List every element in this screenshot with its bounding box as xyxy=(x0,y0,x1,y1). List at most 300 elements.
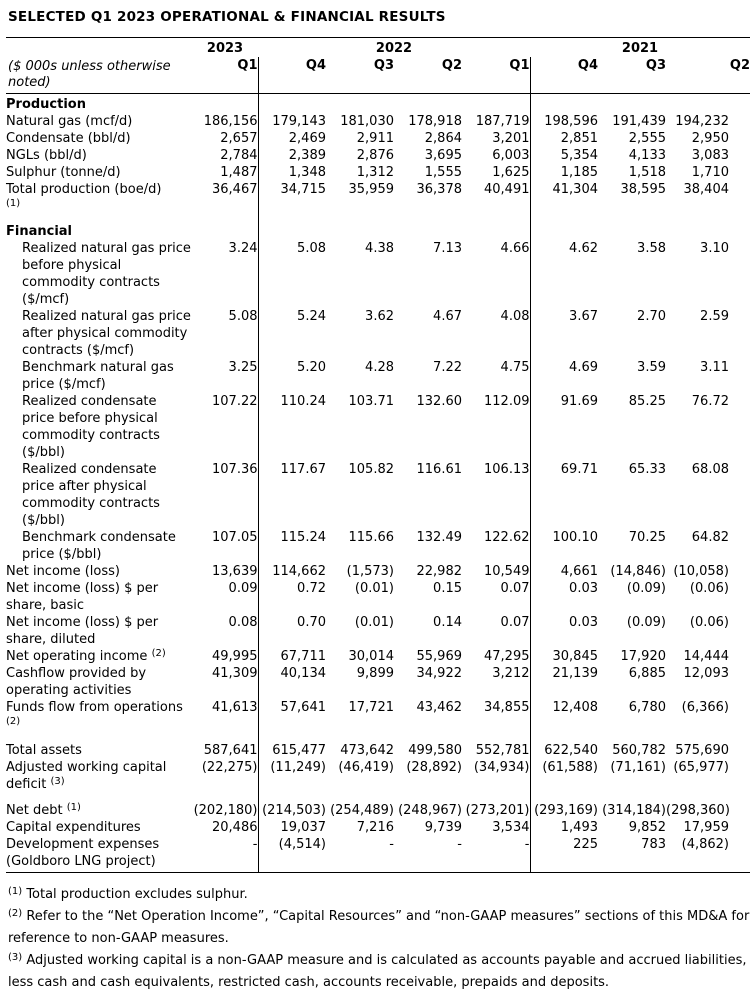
cell-value: (0.09) xyxy=(626,581,666,596)
spacer-cell xyxy=(462,793,530,802)
cell-value: (273,201) xyxy=(462,802,530,819)
table-row xyxy=(6,802,750,819)
spacer-cell xyxy=(666,733,750,742)
year-header-2023: 2023 xyxy=(192,38,258,57)
spacer-cell xyxy=(258,733,326,742)
cell-value xyxy=(462,94,530,114)
row-label xyxy=(6,240,192,308)
cell-value: 622,540 xyxy=(544,743,598,758)
row-label xyxy=(6,614,192,648)
cell-value: 4.75 xyxy=(462,359,530,393)
row-label xyxy=(6,802,192,819)
cell-value: 7.22 xyxy=(433,360,462,375)
spacer-cell xyxy=(530,733,598,742)
footnote-marker: (1) xyxy=(66,802,81,813)
spacer-cell xyxy=(258,793,326,802)
cell-value: 552,781 xyxy=(462,742,530,759)
cell-value: (4,862) xyxy=(666,836,750,873)
table-row xyxy=(6,648,750,665)
cell-value: 2,911 xyxy=(356,131,394,146)
cell-value: 91.69 xyxy=(560,394,598,409)
table-row xyxy=(6,699,750,733)
cell-value: 20,486 xyxy=(192,819,258,836)
table-row xyxy=(6,359,750,393)
cell-value: (248,967) xyxy=(398,803,462,818)
cell-value: 0.03 xyxy=(569,615,598,630)
cell-value: (71,161) xyxy=(610,760,666,775)
row-label-text: Net income (loss) $ per share, diluted xyxy=(6,615,159,647)
cell-value: 3.11 xyxy=(700,360,729,375)
cell-value: (0.06) xyxy=(689,581,729,596)
cell-value: (202,180) xyxy=(193,803,258,818)
quarter-header-q2-2022: Q2 xyxy=(394,57,462,94)
page-title: SELECTED Q1 2023 OPERATIONAL & FINANCIAL RESULTS xyxy=(8,9,446,25)
cell-value: (46,419) xyxy=(338,760,394,775)
spacer-cell xyxy=(598,733,666,742)
quarter-header-q2-2021: Q2 xyxy=(666,57,750,94)
cell-value: 181,030 xyxy=(340,114,394,129)
cell-value: 186,156 xyxy=(192,113,258,130)
cell-value: 0.03 xyxy=(569,581,598,596)
cell-value: 1,518 xyxy=(628,165,666,180)
cell-value: (6,366) xyxy=(681,700,729,715)
row-label-text: Funds flow from operations xyxy=(6,700,183,715)
cell-value: 117.67 xyxy=(280,462,326,477)
cell-value: 225 xyxy=(530,836,598,873)
footnote-1 xyxy=(8,884,750,906)
cell-value: 34,855 xyxy=(462,699,530,733)
cell-value: 1,185 xyxy=(560,165,598,180)
cell-value: (298,360) xyxy=(666,803,730,818)
cell-value: 615,477 xyxy=(272,743,326,758)
row-label xyxy=(6,130,192,147)
cell-value: 7.13 xyxy=(433,241,462,256)
year-header-2021: 2021 xyxy=(530,38,750,57)
section-label xyxy=(6,94,192,114)
cell-value: 3,083 xyxy=(691,148,729,163)
cell-value: 3.62 xyxy=(365,309,394,324)
cell-value: 10,549 xyxy=(462,563,530,580)
cell-value: 2,389 xyxy=(288,148,326,163)
cell-value: 103.71 xyxy=(348,394,394,409)
cell-value: 6,003 xyxy=(462,147,530,164)
spacer-cell xyxy=(394,793,462,802)
cell-value: 132.60 xyxy=(416,394,462,409)
table-row xyxy=(6,742,750,759)
cell-value: 21,139 xyxy=(552,666,598,681)
cell-value: 5.08 xyxy=(192,308,258,359)
row-label-text: Net operating income xyxy=(6,649,148,664)
cell-value xyxy=(462,215,530,240)
row-label xyxy=(6,665,192,699)
cell-value: (4,514) xyxy=(258,836,326,873)
cell-value: 3.10 xyxy=(700,241,729,256)
cell-value: 1,312 xyxy=(356,165,394,180)
cell-value xyxy=(598,94,666,114)
row-label xyxy=(6,580,192,614)
cell-value: 9,852 xyxy=(628,820,666,835)
row-label xyxy=(6,393,192,461)
table-row xyxy=(6,147,750,164)
row-label-text: Benchmark natural gas price ($/mcf) xyxy=(22,360,174,392)
cell-value: (254,489) xyxy=(330,803,394,818)
table-row xyxy=(6,393,750,461)
quarter-header-q3-2022: Q3 xyxy=(326,57,394,94)
cell-value xyxy=(394,94,462,114)
cell-value: 9,899 xyxy=(356,666,394,681)
footnote-marker: (1) xyxy=(6,198,21,209)
cell-value: 5.08 xyxy=(297,241,326,256)
footnote-3-marker: (3) xyxy=(8,952,23,963)
cell-value: 3,201 xyxy=(462,130,530,147)
cell-value: 3.24 xyxy=(192,240,258,308)
cell-value: 2,876 xyxy=(356,148,394,163)
cell-value: 0.15 xyxy=(433,581,462,596)
cell-value: 68.08 xyxy=(691,462,729,477)
spacer-cell xyxy=(6,733,192,742)
cell-value: (65,977) xyxy=(673,760,729,775)
cell-value: 4.62 xyxy=(569,241,598,256)
cell-value: 191,439 xyxy=(612,114,666,129)
cell-value: 49,995 xyxy=(192,648,258,665)
cell-value: 105.82 xyxy=(348,462,394,477)
quarter-header-row xyxy=(6,57,750,94)
cell-value xyxy=(326,215,394,240)
cell-value: 116.61 xyxy=(416,462,462,477)
cell-value: 499,580 xyxy=(408,743,462,758)
cell-value: 3.58 xyxy=(637,241,666,256)
year-header-row xyxy=(6,38,750,57)
cell-value: 575,690 xyxy=(675,743,729,758)
table-row xyxy=(6,529,750,563)
row-label-text: Cashflow provided by operating activities xyxy=(6,666,147,698)
cell-value: 0.08 xyxy=(192,614,258,648)
cell-value: 43,462 xyxy=(416,700,462,715)
row-label-text: Realized condensate price before physical commodity contracts ($/bbl) xyxy=(22,394,160,460)
cell-value: 41,304 xyxy=(552,182,598,197)
cell-value: 0.07 xyxy=(462,580,530,614)
spacer-cell xyxy=(192,733,258,742)
spacer-cell xyxy=(598,793,666,802)
footnote-marker: (2) xyxy=(6,716,21,727)
cell-value: 12,093 xyxy=(683,666,729,681)
row-label-text: Realized natural gas price before physical commodity contracts ($/mcf) xyxy=(22,241,191,307)
cell-value: 3,534 xyxy=(462,819,530,836)
row-label xyxy=(6,563,192,580)
cell-value: 473,642 xyxy=(340,743,394,758)
cell-value: 2,657 xyxy=(192,130,258,147)
cell-value: 57,641 xyxy=(280,700,326,715)
cell-value: 19,037 xyxy=(280,820,326,835)
cell-value: 3.25 xyxy=(192,359,258,393)
cell-value: 5.20 xyxy=(297,360,326,375)
row-label xyxy=(6,181,192,215)
row-label xyxy=(6,113,192,130)
cell-value: 107.36 xyxy=(192,461,258,529)
table-row xyxy=(6,240,750,308)
cell-value xyxy=(666,215,750,240)
cell-value: (0.09) xyxy=(626,615,666,630)
unit-note: ($ 000s unless otherwise noted) xyxy=(6,57,192,94)
table-row xyxy=(6,164,750,181)
quarter-header-q1-2023: Q1 xyxy=(192,57,258,94)
cell-value xyxy=(666,94,750,114)
cell-value: 36,378 xyxy=(416,182,462,197)
cell-value: 132.49 xyxy=(416,530,462,545)
cell-value: 2,851 xyxy=(560,131,598,146)
cell-value xyxy=(258,94,326,114)
cell-value: (11,249) xyxy=(270,760,326,775)
cell-value: 30,845 xyxy=(552,649,598,664)
footnote-2 xyxy=(8,906,750,950)
cell-value: 64.82 xyxy=(691,530,729,545)
row-label-text: Realized natural gas price after physical commodity contracts ($/mcf) xyxy=(22,309,191,358)
cell-value: 4.38 xyxy=(365,241,394,256)
cell-value: 6,780 xyxy=(628,700,666,715)
cell-value: 67,711 xyxy=(280,649,326,664)
cell-value: 115.24 xyxy=(280,530,326,545)
cell-value: 2,555 xyxy=(628,131,666,146)
cell-value: 17,920 xyxy=(620,649,666,664)
cell-value: 4.67 xyxy=(433,309,462,324)
section-row xyxy=(6,215,750,240)
cell-value: (0.06) xyxy=(689,615,729,630)
section-label xyxy=(6,215,192,240)
cell-value: 41,309 xyxy=(192,665,258,699)
row-label-text: Net income (loss) xyxy=(6,564,120,579)
cell-value: 115.66 xyxy=(348,530,394,545)
cell-value: 3,695 xyxy=(424,148,462,163)
row-label-text: Production xyxy=(6,97,86,112)
cell-value: 0.72 xyxy=(297,581,326,596)
row-label-text: Total production (boe/d) xyxy=(6,182,162,197)
footnote-2-text: Refer to the “Net Operation Income”, “Capital Resources” and “non-GAAP measures” sections of this MD&A for reference to non-GAAP measures. xyxy=(8,909,750,946)
table-row xyxy=(6,113,750,130)
footnote-3 xyxy=(8,950,750,994)
cell-value: 2.59 xyxy=(700,309,729,324)
cell-value: 1,348 xyxy=(288,165,326,180)
cell-value: 106.13 xyxy=(462,461,530,529)
cell-value: 0.70 xyxy=(297,615,326,630)
footnotes xyxy=(6,884,750,994)
quarter-header-q4-2022: Q4 xyxy=(258,57,326,94)
row-label-text: Development expenses (Goldboro LNG project) xyxy=(6,837,160,869)
table-row xyxy=(6,563,750,580)
row-label xyxy=(6,529,192,563)
table-row xyxy=(6,665,750,699)
cell-value: 22,982 xyxy=(416,564,462,579)
table-row xyxy=(6,836,750,873)
cell-value: (22,275) xyxy=(192,759,258,793)
row-label-text: Financial xyxy=(6,224,73,239)
row-label xyxy=(6,836,192,873)
cell-value xyxy=(192,215,258,240)
spacer-cell xyxy=(6,793,192,802)
row-label xyxy=(6,147,192,164)
cell-value: 587,641 xyxy=(192,742,258,759)
cell-value: (28,892) xyxy=(406,760,462,775)
cell-value xyxy=(192,94,258,114)
cell-value: 2,950 xyxy=(691,131,729,146)
table-row xyxy=(6,130,750,147)
cell-value: 107.22 xyxy=(192,393,258,461)
cell-value: - xyxy=(326,836,394,873)
cell-value: 41,613 xyxy=(192,699,258,733)
cell-value: 187,719 xyxy=(462,113,530,130)
cell-value: - xyxy=(394,836,462,873)
footnote-3-text: Adjusted working capital is a non-GAAP measure and is calculated as accounts payable and accrued liabilities, less cash and cash equivalents, restricted cash, accounts receivable, prepaids and deposits. xyxy=(8,953,747,990)
row-label-text: Condensate (bbl/d) xyxy=(6,131,131,146)
cell-value: 198,596 xyxy=(544,114,598,129)
table-row xyxy=(6,759,750,793)
table-row xyxy=(6,580,750,614)
row-label-text: Benchmark condensate price ($/bbl) xyxy=(22,530,176,562)
spacer-cell xyxy=(192,793,258,802)
cell-value: 4.08 xyxy=(462,308,530,359)
row-label-text: Sulphur (tonne/d) xyxy=(6,165,121,180)
footnote-marker: (2) xyxy=(151,648,166,659)
cell-value xyxy=(530,94,598,114)
row-label xyxy=(6,308,192,359)
cell-value: 12,408 xyxy=(552,700,598,715)
row-label xyxy=(6,648,192,665)
results-table-body xyxy=(6,94,750,873)
cell-value: 65.33 xyxy=(628,462,666,477)
table-row xyxy=(6,461,750,529)
cell-value: 70.25 xyxy=(628,530,666,545)
spacer-cell xyxy=(326,793,394,802)
cell-value: 122.62 xyxy=(462,529,530,563)
quarter-header-q1-2022: Q1 xyxy=(462,57,530,94)
table-row xyxy=(6,308,750,359)
cell-value: 178,918 xyxy=(408,114,462,129)
cell-value: 5,354 xyxy=(560,148,598,163)
cell-value: (61,588) xyxy=(542,760,598,775)
cell-value xyxy=(598,215,666,240)
row-label xyxy=(6,699,192,733)
cell-value: 0.14 xyxy=(433,615,462,630)
row-label-text: Net income (loss) $ per share, basic xyxy=(6,581,159,613)
cell-value: 5.24 xyxy=(297,309,326,324)
cell-value: 1,555 xyxy=(424,165,462,180)
cell-value xyxy=(258,215,326,240)
cell-value: 3.67 xyxy=(569,309,598,324)
cell-value: 0.09 xyxy=(192,580,258,614)
row-label-text: Adjusted working capital deficit xyxy=(6,760,167,792)
cell-value: 2.70 xyxy=(637,309,666,324)
cell-value: (0.01) xyxy=(354,615,394,630)
cell-value: 34,922 xyxy=(416,666,462,681)
cell-value: 0.07 xyxy=(462,614,530,648)
cell-value: (314,184) xyxy=(602,803,666,818)
cell-value: 14,444 xyxy=(683,649,729,664)
cell-value: 179,143 xyxy=(272,114,326,129)
cell-value: 76.72 xyxy=(691,394,729,409)
table-row xyxy=(6,181,750,215)
section-row xyxy=(6,94,750,114)
cell-value: 560,782 xyxy=(612,743,666,758)
cell-value xyxy=(530,215,598,240)
row-label-text: NGLs (bbl/d) xyxy=(6,148,87,163)
cell-value: 2,469 xyxy=(288,131,326,146)
cell-value: 114,662 xyxy=(272,564,326,579)
cell-value: 7,216 xyxy=(356,820,394,835)
cell-value: 194,232 xyxy=(675,114,729,129)
cell-value: 1,625 xyxy=(462,164,530,181)
row-label xyxy=(6,164,192,181)
cell-value: 4,661 xyxy=(560,564,598,579)
cell-value: 69.71 xyxy=(560,462,598,477)
cell-value: 47,295 xyxy=(462,648,530,665)
cell-value: - xyxy=(462,836,530,873)
cell-value: 2,784 xyxy=(192,147,258,164)
cell-value: 100.10 xyxy=(552,530,598,545)
cell-value: (1,573) xyxy=(346,564,394,579)
cell-value: (293,169) xyxy=(534,803,598,818)
cell-value: 4.28 xyxy=(365,360,394,375)
spacer-row xyxy=(6,793,750,802)
row-label xyxy=(6,819,192,836)
cell-value: 40,491 xyxy=(462,181,530,215)
cell-value: 35,959 xyxy=(348,182,394,197)
spacer-cell xyxy=(530,793,598,802)
cell-value: 9,739 xyxy=(424,820,462,835)
cell-value: 6,885 xyxy=(628,666,666,681)
cell-value: 1,487 xyxy=(192,164,258,181)
cell-value: 30,014 xyxy=(348,649,394,664)
spacer-cell xyxy=(462,733,530,742)
cell-value xyxy=(394,215,462,240)
cell-value: 3,212 xyxy=(462,665,530,699)
cell-value: (14,846) xyxy=(610,564,666,579)
cell-value: 38,404 xyxy=(683,182,729,197)
cell-value: 110.24 xyxy=(280,394,326,409)
row-label xyxy=(6,742,192,759)
cell-value: (10,058) xyxy=(673,564,729,579)
cell-value: 17,959 xyxy=(683,820,729,835)
cell-value: (0.01) xyxy=(354,581,394,596)
row-label xyxy=(6,461,192,529)
cell-value: 55,969 xyxy=(416,649,462,664)
cell-value: 112.09 xyxy=(462,393,530,461)
table-row xyxy=(6,614,750,648)
spacer-cell xyxy=(326,733,394,742)
cell-value: 34,715 xyxy=(280,182,326,197)
cell-value: 4.66 xyxy=(462,240,530,308)
cell-value: - xyxy=(192,836,258,873)
footnote-1-text: Total production excludes sulphur. xyxy=(26,887,248,902)
cell-value: 2,864 xyxy=(424,131,462,146)
row-label-text: Realized condensate price after physical commodity contracts ($/bbl) xyxy=(22,462,160,528)
cell-value: 36,467 xyxy=(192,181,258,215)
cell-value: 3.59 xyxy=(637,360,666,375)
cell-value: 1,710 xyxy=(691,165,729,180)
cell-value: (214,503) xyxy=(262,803,326,818)
row-label xyxy=(6,759,192,793)
results-table xyxy=(6,37,750,873)
row-label-text: Capital expenditures xyxy=(6,820,141,835)
cell-value: 783 xyxy=(598,836,666,873)
table-row xyxy=(6,819,750,836)
cell-value: 4,133 xyxy=(628,148,666,163)
quarter-header-q4-2021: Q4 xyxy=(530,57,598,94)
cell-value xyxy=(326,94,394,114)
cell-value: 38,595 xyxy=(620,182,666,197)
quarter-header-q3-2021: Q3 xyxy=(598,57,666,94)
spacer-row xyxy=(6,733,750,742)
cell-value: 1,493 xyxy=(560,820,598,835)
year-header-2022: 2022 xyxy=(258,38,530,57)
